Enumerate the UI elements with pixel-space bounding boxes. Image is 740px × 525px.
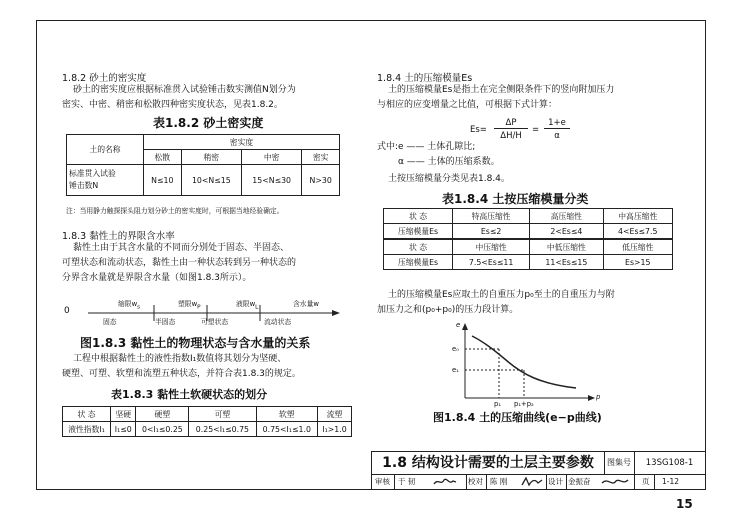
- table-cell: I₁≤0: [111, 422, 136, 437]
- compression-curve-chart: [440, 322, 600, 404]
- table-header: 中压缩性: [453, 239, 530, 255]
- reviewer-signature: [432, 476, 458, 487]
- table-1-8-3-caption: 表1.8.3 黏性土软硬状态的划分: [111, 388, 268, 401]
- table-row-label: 压缩模量Es: [384, 255, 453, 270]
- designer-name: 金振奋: [568, 477, 591, 486]
- table-cell: I₁>1.0: [318, 422, 352, 437]
- reviewer-name: 于 韧: [398, 477, 416, 486]
- atlas-number: 13SG108-1: [634, 452, 705, 475]
- limit-label: [118, 298, 140, 310]
- table-group-header: 密实度: [144, 135, 340, 150]
- table-note: 注：当用静力触探探头阻力划分砂土的密实度时，可根据当地经验确定。: [66, 207, 284, 215]
- e-axis-arrow: [462, 323, 468, 330]
- table-header: 中低压缩性: [530, 239, 603, 255]
- page-label: 页: [642, 477, 650, 486]
- table-row-label: 液性指数I₁: [63, 422, 111, 437]
- table-1-8-2-caption: 表1.8.2 砂土密实度: [153, 116, 264, 130]
- table-header: 硬塑: [136, 407, 189, 422]
- paragraph-line: 工程中根据黏性土的液性指数I₁数值将其划分为坚硬、: [73, 354, 287, 364]
- table-header: 特高压缩性: [453, 209, 530, 224]
- formula-numerator: 1+e: [544, 118, 570, 129]
- table-col-header: 松散: [144, 150, 182, 165]
- table-cell: N>30: [302, 165, 340, 196]
- paragraph-line: 硬塑、可塑、软塑和流塑五种状态，并符合表1.8.3的规定。: [62, 369, 301, 379]
- signature-row: [372, 474, 705, 489]
- table-cell: Es>15: [603, 255, 672, 270]
- axis-arrow: [332, 310, 340, 316]
- table-header: 状 态: [384, 239, 453, 255]
- paragraph-line: 与相应的应变增量之比值，可根据下式计算：: [377, 100, 558, 110]
- e-axis-label: e: [456, 321, 461, 329]
- limit-subscript: s: [137, 304, 141, 311]
- review-label: 审核: [375, 477, 390, 486]
- limit-label: [178, 298, 201, 310]
- limit-subscript: L: [255, 304, 259, 311]
- section-1-8-4-heading: 1.8.4 土的压缩模量Es: [377, 73, 473, 84]
- table-cell: 10<N≤15: [181, 165, 241, 196]
- table-cell: 0.25<I₁≤0.75: [189, 422, 256, 437]
- paragraph-line: 密实、中密、稍密和松散四种密实度状态，见表1.8.2。: [62, 100, 283, 110]
- table-cell: 11<Es≤15: [530, 255, 603, 270]
- table-header: 高压缩性: [530, 209, 603, 224]
- checker-signature: [520, 476, 544, 487]
- paragraph-line: 土的压缩模量Es应取土的自重压力p₀至土的自重压力与附: [388, 290, 615, 300]
- paragraph-line: 可塑状态和流动状态，黏性土由一种状态转到另一种状态的: [62, 258, 297, 268]
- table-cell: 15<N≤30: [241, 165, 301, 196]
- table-cell: 0<I₁≤0.25: [136, 422, 189, 437]
- limit-label: [236, 298, 258, 310]
- sheet-number: 1-12: [662, 477, 680, 486]
- figure-1-8-3-caption: 图1.8.3 黏性土的物理状态与含水量的关系: [80, 336, 311, 350]
- paragraph-line: 分界含水量就是界限含水量（如图1.8.3所示）。: [62, 273, 252, 283]
- formula-lhs: Es=: [470, 125, 487, 135]
- paragraph-line: 加压力之和(p₀+p₀)的压力段计算。: [377, 305, 519, 315]
- formula-denominator: α: [554, 131, 560, 141]
- table-header: 流塑: [318, 407, 352, 422]
- state-label: 半固态: [155, 318, 176, 326]
- section-1-8-3-heading: 1.8.3 黏性土的界限含水率: [62, 231, 175, 242]
- table-header: 坚硬: [111, 407, 136, 422]
- formula-equals: =: [532, 125, 540, 135]
- title-block: [371, 451, 706, 490]
- limit-label-text: 液限w: [236, 300, 256, 308]
- row-label-line: 标准贯入试验: [69, 169, 116, 178]
- table-header: 可塑: [189, 407, 256, 422]
- e0-label: e₀: [452, 345, 459, 353]
- table-1-8-4-caption: 表1.8.4 土按压缩模量分类: [442, 192, 589, 206]
- table-1-8-2: [66, 134, 340, 196]
- table-cell: 2<Es≤4: [530, 224, 603, 240]
- limit-subscript: P: [197, 304, 201, 311]
- p1-label: p₁: [494, 400, 502, 408]
- row-label-line: 锤击数N: [69, 181, 99, 190]
- table-header: 状 态: [63, 407, 111, 422]
- table-cell: 7.5<Es≤11: [453, 255, 530, 270]
- table-col-header: 中密: [241, 150, 301, 165]
- table-col-header: 密实: [302, 150, 340, 165]
- table-header: 状 态: [384, 209, 453, 224]
- p-axis-label: p: [596, 393, 601, 401]
- table-col-header: 稍密: [181, 150, 241, 165]
- p1p2-label: p₁+p₂: [514, 400, 534, 408]
- formula-denominator: ΔH/H: [500, 131, 522, 141]
- e-p-curve: [472, 336, 576, 388]
- drawing-title: 1.8 结构设计需要的土层主要参数: [372, 452, 605, 475]
- page-number: 15: [676, 497, 693, 511]
- formula-numerator: ΔP: [494, 118, 528, 129]
- p-axis-arrow: [588, 395, 595, 401]
- paragraph-line: 土的压缩模量Es是指土在完全侧限条件下的竖向附加压力: [388, 85, 615, 95]
- table-1-8-3: [62, 406, 352, 437]
- atlas-label: 图集号: [604, 452, 635, 475]
- figure-1-8-4-caption: 图1.8.4 土的压缩曲线(e−p曲线): [433, 411, 602, 424]
- definition-line: α —— 土体的压缩系数。: [398, 157, 500, 167]
- limit-label-text: 缩限w: [118, 300, 138, 308]
- paragraph-line: 黏性土由于其含水量的不同而分别处于固态、半固态、: [73, 243, 290, 253]
- axis-origin-label: 0: [64, 306, 70, 316]
- state-label: 固态: [103, 318, 117, 326]
- table-cell: 4<Es≤7.5: [603, 224, 672, 240]
- state-label: 流动状态: [264, 318, 292, 326]
- designer-signature: [600, 476, 630, 487]
- table-cell: Es≤2: [453, 224, 530, 240]
- paragraph-line: 土按压缩模量分类见表1.8.4。: [388, 174, 510, 184]
- design-label: 设计: [548, 477, 563, 486]
- table-header: 软塑: [256, 407, 318, 422]
- table-row-label: 压缩模量Es: [384, 224, 453, 240]
- limit-label: 含水量w: [293, 300, 319, 308]
- paragraph-line: 砂土的密实度应根据标准贯入试验锤击数实测值N划分为: [73, 85, 296, 95]
- state-label: 可塑状态: [201, 318, 229, 326]
- e1-label: e₁: [452, 366, 459, 374]
- table-corner: 土的名称: [67, 135, 144, 165]
- table-row-label: [67, 165, 144, 196]
- table-cell: N≤10: [144, 165, 182, 196]
- definition-line: 式中:e —— 土体孔隙比;: [377, 142, 476, 152]
- table-header: 中高压缩性: [603, 209, 672, 224]
- checker-name: 陈 刚: [490, 477, 508, 486]
- table-cell: 0.75<I₁≤1.0: [256, 422, 318, 437]
- section-1-8-2-heading: 1.8.2 砂土的密实度: [62, 73, 147, 84]
- table-header: 低压缩性: [603, 239, 672, 255]
- check-label: 校对: [468, 477, 483, 486]
- table-1-8-4: [383, 208, 673, 270]
- limit-label-text: 塑限w: [178, 300, 198, 308]
